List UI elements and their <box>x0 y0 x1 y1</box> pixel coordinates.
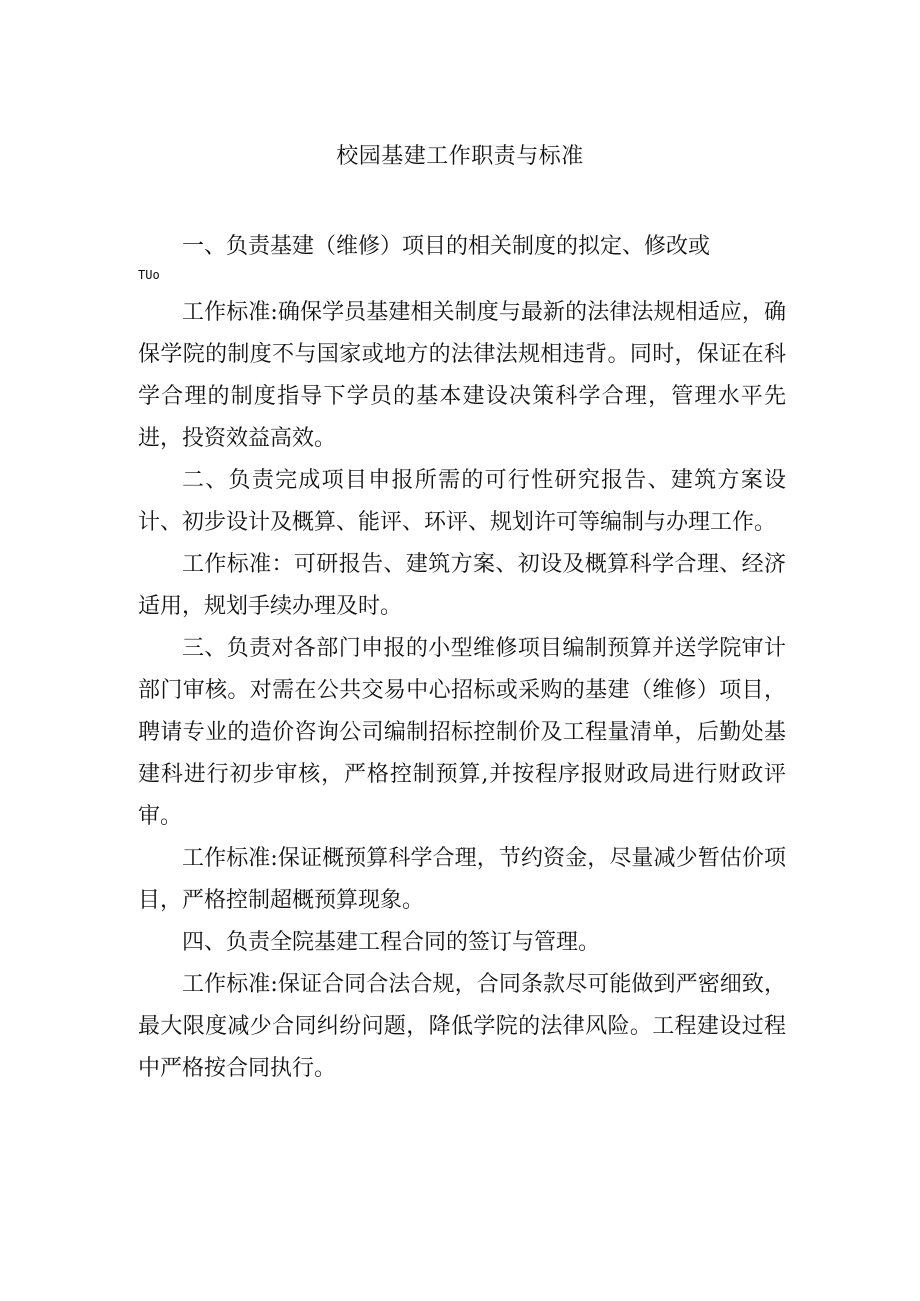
paragraph-standard-3: 工作标准:保证概预算科学合理，节约资金，尽量减少暂估价项目，严格控制超概预算现象。 <box>138 846 786 913</box>
paragraph-standard-1: 工作标准:确保学员基建相关制度与最新的法律法规相适应，确保学院的制度不与国家或地方的法律法规相违背。同时，保证在科学合理的制度指导下学员的基本建设决策科学合理，管理水平先进，投资效益高效。 <box>138 300 786 451</box>
ocr-fragment-text: TUo <box>138 268 160 282</box>
document-title: 校园基建工作职责与标准 <box>336 144 584 169</box>
paragraph-duty-1: 一、负责基建（维修）项目的相关制度的拟定、修改或 <box>182 234 711 259</box>
paragraph-duty-4: 四、负责全院基建工程合同的签订与管理。 <box>182 930 601 955</box>
paragraph-duty-3: 三、负责对各部门申报的小型维修项目编制预算并送学院审计部门审核。对需在公共交易中心招标或采购的基建（维修）项目，聘请专业的造价咨询公司编制招标控制价及工程量清单，后勤处基建科进行初步审核，严格控制预算,并按程序报财政局进行财政评审。 <box>138 636 786 829</box>
paragraph-standard-2: 工作标准：可研报告、建筑方案、初设及概算科学合理、经济适用，规划手续办理及时。 <box>138 552 786 619</box>
paragraph-standard-4: 工作标准:保证合同合法合规，合同条款尽可能做到严密细致，最大限度减少合同纠纷问题，降低学院的法律风险。工程建设过程中严格按合同执行。 <box>138 972 786 1081</box>
paragraph-duty-2: 二、负责完成项目申报所需的可行性研究报告、建筑方案设计、初步设计及概算、能评、环评、规划许可等编制与办理工作。 <box>138 468 786 535</box>
document-body <box>138 226 786 1090</box>
